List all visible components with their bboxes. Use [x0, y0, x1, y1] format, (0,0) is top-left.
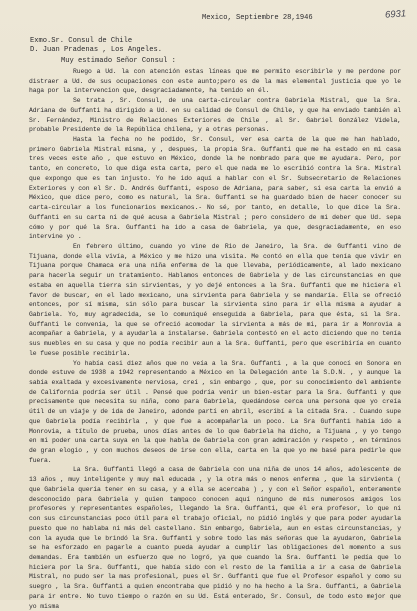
paragraph: En febrero último, cuando yo vine de Rio de Janeiro, la Sra. de Guffanti vino de Tijuana, donde ella vivía, a México y me hizo una visita. Me contó en ella que tenía que vivir en Tijuana porque Chamaca era una niña enferma de la que llevaba, periódicamente, al lado mexicano para hacerla seguir un tratamiento. Hablamos entonces de Gabriela y de las circunstancias en que estaba en aquella tierra sin sirvientas, y yo dejé entonces a la Sra. Guffanti que me hiciera el favor de buscar, en el lado mexicano, una sirvienta para Gabriela y se mandaría. Ella se ofreció entonces, por sí misma, sin sólo para buscar la sirvienta sino para ir ella misma a ayudar a Gabriela. Yo, muy agradecida, se lo comuniqué enseguida a Gabriela, para que ésta, si la Sra. Guffanti le convenía, la que se ofreció acomodar la sirvienta a más de mi, para ir a Monrovia a acompañar a Gabriela, y a ayudarla a instalarse. Gabriela contestó en el acto diciendo que no tenía sus muebles en su casa y que no podía recibir aun a la Sra. Guffanti, pero que escribiría en cuanto le fuese posible recibirla.	[29, 242, 401, 357]
paragraph: Ruego a Ud. la con atención estas líneas que me permito escribirle y me perdone por distraer a Ud. de sus ocupaciones con este aunto;pero es de la mas elemental justicia que yo le haga por la intervencion que, desgraciadamente, ha tenido en él.	[29, 68, 401, 95]
paragraph: Se trata , Sr. Consul, de una carta-circular contra Gabriela Mistral, que la Sra. Adriana de Guffanti ha dirigido a Ud. en su calidad de Consul de Chile, y que ha enviado también al Sr. Fernández, Ministro de Relaciones Exteriores de Chile , al Sr. Gabriel González Videla, probable Presidente de la República chilena, y a otras personas.	[29, 97, 401, 134]
addressee-line-2: D. Juan Pradenas , Los Angeles.	[30, 45, 162, 54]
archive-number: 6931	[384, 8, 407, 21]
letter-body	[29, 67, 401, 611]
addressee-line-1: Exmo.Sr. Consul de Chile	[30, 37, 133, 45]
addressee-block	[30, 37, 162, 54]
paragraph: Hasta la fecha no he podido, Sr. Consul, ver esa carta de la que me han hablado, primero Gabriela Mistral misma, y , despues, la propia Sra. Guffanti que me ha estado en mi casa tres veces este año , que estuvo en México, donde la he nombrado para que me ayudara. Pero, por tanto, en concreto, lo que diga esta carta, pero el que nada me lo escribió contra la Sra. Mistral que expongo que es tan injusto. Yo he ido aquí a hablar con el Sr. Subsecretario de Relaciones Exteriores y con el Sr. D. Andrés Guffanti, esposo de Adriana, para saber, si esa carta la envió a México, que dice pero, como es natural, la Sra. Guffanti se ha guardado bien de hacer conocer su carta-circular a los funcionarios mexicanos.- No sé, por tanto, en detalle, lo que dice la Sra. Guffanti en su carta ni de qué acusa a Gabriela Mistral ; pero considero de mi deber que Ud. sepa cómo y por qué la Sra. Guffanti ha ido a casa de Gabriela, ya que, desgraciadamente, en eso intervine yo .	[29, 136, 401, 241]
place-date: Mexico, Septiembre 28,1946	[202, 14, 313, 22]
paragraph: Yo había casi diez años que no veía a la Sra. Guffanti , a la que conocí en Sonora en donde estuve de 1938 a 1942 representando a México en la Delegación ante la S.D.N. , y aunque la sabía exaltada y excesivamente nerviosa, creí , sin embargo , que, por su conocimiento del ambiente de California podría ser útil . Pensé que podría venir un bien-estar para la Sra. Guffanti y que precisamente que necesita su niña, como para Gabriela, quedándose cerca una persona que yo creía útil de un viaje y de ida de Janeiro, adonde partí en abril, escribí a la citada Sra. . Cuando supe que Gabriela podía recibirla , y que fue a acompañarla un poco. La Sra Guffanti había ido a Monrovia, a título de prueba, unos días antes de lo que Gabriela ha dicho, a Tijuana , y yo tengo en mi poder una carta suya en la que habla de Gabriela con gran admiración y respeto , en términos de gran elogio , y con muchos deseos de irse con ella, carta en la que yo me basé para pedirle que fuera.	[29, 359, 401, 464]
salutation: Muy estimado Señor Consul :	[61, 57, 176, 65]
paragraph: La Sra. Guffanti llegó a casa de Gabriela con una niña de unos 14 años, adolescente de 13 años , muy inteligente y muy mal educada , y la otra más o menos enferma , que la sirvienta ( que Gabriela quería tener en su casa, y a ella se acercaba ) , y con el Señor español, enteramente desconocido para Gabriela y quien tampoco conocen aquí ninguno de mis numerosos amigos los profesores y representantes españoles, llegando la Sra. Guffanti, que él era profesor, lo que ni con sus circunstancias poco útil para el trabajo oficial, no pidió inglés y que para poder ayudarla puesto que no hablaba ni más del castellano. Sin embargo, Gabriela, aun en estas circunstancias, y con la ayuda que le brindó la Sra. Guffanti y sobre todo las más señoras que la ayudaron, Gabriela se ha esforzado en pagarle a cuanto pueda ayudar a cumplir las obligaciones del momento a sus demandas. Era también un esfuerzo que no logró, ya que cuando la Sra. Guffanti le pedía que lo hiciera por la Sra. Guffanti, que había sido con el resto de la familia a ir a casa de Gabriela Mistral, no pudo ser la mas profesional, pues el Sr. Guffanti que fue el Profesor español y como su suegro , la Sra. Guffanti a quien encontraba que pidió y no ha hecho a la Sra. Guffanti, a Gabriela para ir entre. No tuvo tiempo o razón en su Ud. Está enterado, Sr. Consul, de todo esto mejor que yo misma	[29, 466, 401, 610]
